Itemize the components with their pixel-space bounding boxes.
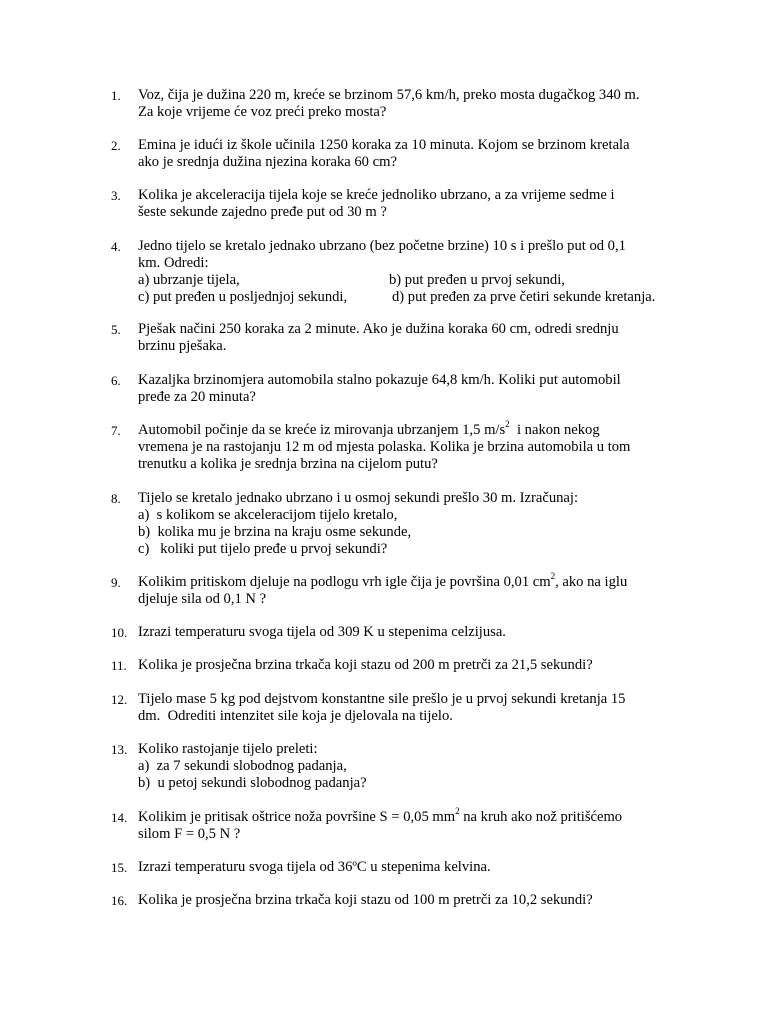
option-row [138, 289, 698, 306]
line-text: Kolikim je pritisak oštrice noža površine S = 0,05 mm [138, 809, 456, 825]
problem-number: 9. [111, 575, 121, 590]
problem-text [138, 321, 698, 355]
problem-number: 11. [111, 658, 127, 673]
problem-number: 7. [111, 423, 121, 438]
problem-text [138, 187, 698, 221]
problem-line: Kolika je akceleracija tijela koje se kreće jednoliko ubrzano, a za vrijeme sedme i [138, 187, 615, 203]
problem-text [138, 859, 698, 876]
option-a: a) ubrzanje tijela, [138, 272, 240, 288]
problem-line: c) koliki put tijelo pređe u prvoj sekundi? [138, 541, 388, 557]
problem-number: 16. [111, 893, 128, 908]
line-text: , ako na iglu [555, 574, 628, 590]
problem-line: brzinu pješaka. [138, 338, 227, 354]
problem-line: Kolika je prosječna brzina trkača koji stazu od 200 m pretrči za 21,5 sekundi? [138, 657, 593, 673]
problem-text [138, 657, 698, 674]
problem-line: Voz, čija je dužina 220 m, kreće se brzinom 57,6 km/h, preko mosta dugačkog 340 m. [138, 87, 640, 103]
problem-text [138, 571, 698, 608]
problem-number: 15. [111, 860, 128, 875]
problem-line: dm. Odrediti intenzitet sile koja je djelovala na tijelo. [138, 708, 453, 724]
line-text: Automobil počinje da se kreće iz mirovanja ubrzanjem 1,5 m/s [138, 422, 506, 438]
problem-line: silom F = 0,5 N ? [138, 826, 241, 842]
problem-line: Emina je idući iz škole učinila 1250 koraka za 10 minuta. Kojom se brzinom kretala [138, 137, 630, 153]
problem-line: djeluje sila od 0,1 N ? [138, 591, 267, 607]
superscript: 2 [505, 419, 510, 430]
line-text: i nakon nekog [509, 422, 600, 438]
problem-text [138, 372, 698, 406]
problem-text [138, 741, 698, 792]
problem-line: a) za 7 sekundi slobodnog padanja, [138, 758, 347, 774]
problem-line: šeste sekunde zajedno pređe put od 30 m ? [138, 204, 387, 220]
option-row [138, 272, 698, 289]
problem-line: b) kolika mu je brzina na kraju osme sekunde, [138, 524, 412, 540]
problem-line: Koliko rastojanje tijelo preleti: [138, 741, 318, 757]
problem-text [138, 691, 698, 725]
problem-line: Tijelo mase 5 kg pod dejstvom konstantne sile prešlo je u prvoj sekundi kretanja 15 [138, 691, 626, 707]
problem-line: pređe za 20 minuta? [138, 389, 256, 405]
problem-text [138, 892, 698, 909]
problem-line: ako je srednja dužina njezina koraka 60 cm? [138, 154, 397, 170]
problem-text [138, 137, 698, 171]
option-b: b) put pređen u prvoj sekundi, [389, 272, 565, 288]
superscript: 2 [455, 806, 460, 817]
problem-number: 14. [111, 810, 128, 825]
superscript: 2 [550, 571, 556, 582]
problem-line: km. Odredi: [138, 255, 209, 271]
problem-number: 1. [111, 88, 121, 103]
problem-text [138, 624, 698, 641]
problem-number: 12. [111, 692, 128, 707]
option-d: d) put pređen za prve četiri sekunde kretanja. [392, 289, 656, 305]
problem-text [138, 490, 698, 558]
problem-number: 3. [111, 188, 121, 203]
problem-number: 6. [111, 373, 121, 388]
problem-line: trenutku a kolika je srednja brzina na cijelom putu? [138, 456, 438, 472]
problem-line: Jedno tijelo se kretalo jednako ubrzano (bez početne brzine) 10 s i prešlo put od 0,1 [138, 238, 626, 254]
line-text: Kolikim pritiskom djeluje na podlogu vrh igle čija je površina 0,01 cm [138, 574, 551, 590]
problem-text [138, 806, 698, 843]
problem-number: 8. [111, 491, 121, 506]
problem-line: Tijelo se kretalo jednako ubrzano i u osmoj sekundi prešlo 30 m. Izračunaj: [138, 490, 579, 506]
problem-number: 5. [111, 322, 121, 337]
problem-text [138, 238, 698, 306]
problem-line: b) u petoj sekundi slobodnog padanja? [138, 775, 367, 791]
problem-line [138, 571, 698, 591]
problem-text [138, 87, 698, 121]
problem-line: a) s kolikom se akceleracijom tijelo kretalo, [138, 507, 398, 523]
problem-text [138, 419, 698, 473]
problem-line [138, 806, 698, 826]
problem-line: Kazaljka brzinomjera automobila stalno pokazuje 64,8 km/h. Koliki put automobil [138, 372, 621, 388]
problem-line: Kolika je prosječna brzina trkača koji stazu od 100 m pretrči za 10,2 sekundi? [138, 892, 593, 908]
problem-line: Za koje vrijeme će voz preći preko mosta? [138, 104, 387, 120]
option-c: c) put pređen u posljednjoj sekundi, [138, 289, 348, 305]
problem-number: 10. [111, 625, 128, 640]
line-text: na kruh ako nož pritišćemo [459, 809, 623, 825]
problem-number: 4. [111, 239, 121, 254]
problem-line: Izrazi temperaturu svoga tijela od 36ºC u stepenima kelvina. [138, 859, 491, 875]
problem-number: 13. [111, 742, 128, 757]
problem-line: Pješak načini 250 koraka za 2 minute. Ako je dužina koraka 60 cm, odredi srednju [138, 321, 619, 337]
problem-line: Izrazi temperaturu svoga tijela od 309 K u stepenima celzijusa. [138, 624, 506, 640]
problem-number: 2. [111, 138, 121, 153]
problem-line: vremena je na rastojanju 12 m od mjesta polaska. Kolika je brzina automobila u tom [138, 439, 631, 455]
problem-line [138, 419, 698, 439]
